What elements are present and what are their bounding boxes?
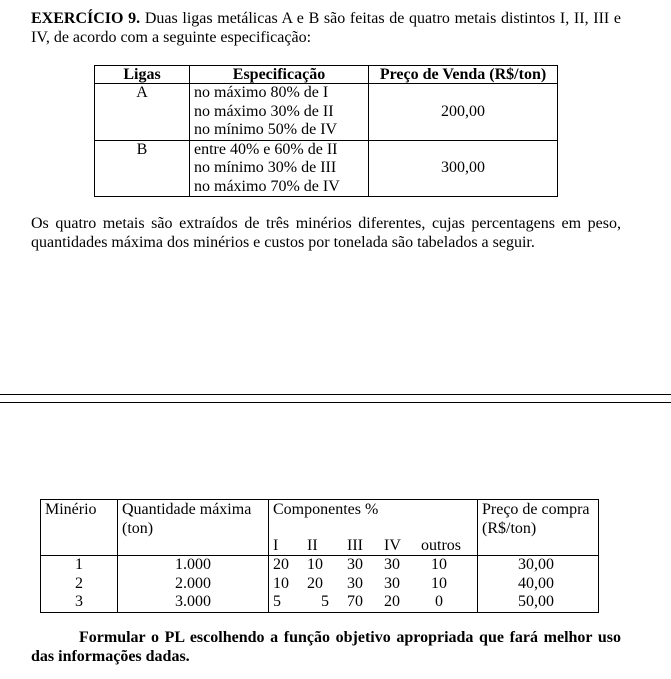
spec-line: entre 40% e 60% de II (194, 140, 338, 158)
component-value: 10 (307, 556, 323, 573)
alloy-price: 200,00 (369, 84, 558, 141)
alloy-name: A (95, 84, 190, 141)
component-value: 10 (431, 556, 447, 573)
exercise-statement (31, 10, 621, 47)
header-preco-l1: Preço de compra (482, 501, 590, 518)
component-value: 30 (384, 574, 400, 592)
exercise-intro: Duas ligas metálicas A e B são feitas de quatro metais distintos I, II, III e IV, de acordo com a seguinte especificação: (31, 10, 621, 46)
component-value: 20 (307, 574, 323, 592)
header-quantidade-l2: (ton) (122, 520, 154, 537)
component-value: 20 (273, 556, 289, 573)
spec-line: no máximo 70% de IV (194, 177, 340, 195)
component-col-ii: II (307, 537, 318, 554)
final-instruction-text: Formular o PL escolhendo a função objetivo apropriada que fará melhor uso das informações dadas. (31, 629, 621, 665)
header-componentes-title: Componentes % (273, 501, 379, 518)
header-minerio-text: Minério (45, 501, 97, 518)
header-quantidade-l1: Quantidade máxima (122, 501, 252, 518)
component-value: 10 (273, 574, 289, 592)
header-preco-compra (478, 500, 599, 556)
ore-components-row (273, 593, 473, 612)
ores-data-row (41, 556, 599, 613)
header-especificacao: Especificação (190, 66, 369, 84)
component-col-outros: outros (421, 537, 461, 554)
spec-line: no mínimo 30% de III (194, 159, 337, 176)
ore-components-row (273, 575, 473, 594)
component-value: 0 (435, 593, 443, 610)
alloy-price: 300,00 (369, 140, 558, 197)
spec-line: no mínimo 50% de IV (194, 121, 338, 138)
ore-quantity: 3.000 (175, 593, 211, 610)
component-value: 5 (273, 593, 281, 610)
ore-price: 30,00 (518, 556, 554, 573)
component-value: 30 (384, 556, 400, 573)
header-minerio (41, 500, 118, 556)
spec-line: no máximo 80% de I (194, 84, 329, 101)
spec-line: no máximo 30% de II (194, 102, 334, 120)
ore-id: 2 (75, 574, 83, 592)
page-divider-top (0, 394, 671, 395)
alloy-row-a (95, 84, 558, 141)
component-col-iii: III (347, 537, 363, 554)
component-value: 30 (347, 574, 363, 592)
alloys-header-row (95, 66, 558, 84)
component-columns (273, 537, 473, 555)
ore-quantities (118, 556, 269, 613)
header-componentes (269, 500, 478, 556)
alloy-name: B (95, 140, 190, 197)
exercise-title: EXERCÍCIO 9. (31, 10, 141, 27)
ore-price: 40,00 (518, 574, 554, 592)
component-value: 30 (347, 556, 363, 573)
ores-paragraph: Os quatro metais são extraídos de três minérios diferentes, cujas percentagens em peso, quantidades máxima dos minérios e custos por tonelada são tabelados a seguir. (31, 215, 621, 251)
header-preco-l2: (R$/ton) (482, 520, 537, 537)
ore-price: 50,00 (518, 593, 554, 610)
ore-prices (478, 556, 599, 613)
ore-ids (41, 556, 118, 613)
component-value: 5 (321, 593, 329, 610)
ore-id: 3 (75, 593, 83, 610)
ores-header-row (41, 500, 599, 556)
component-col-iv: IV (384, 537, 401, 554)
component-col-i: I (273, 537, 279, 554)
alloy-row-b (95, 140, 558, 197)
alloy-spec (190, 84, 369, 141)
page-divider-bottom (0, 402, 671, 403)
component-value: 70 (347, 593, 363, 610)
header-ligas: Ligas (95, 66, 190, 84)
ores-table (40, 499, 599, 613)
ore-quantity: 2.000 (175, 574, 211, 592)
component-value: 20 (384, 593, 400, 610)
alloy-spec (190, 140, 369, 197)
ore-id: 1 (75, 556, 83, 573)
header-preco-venda: Preço de Venda (R$/ton) (369, 66, 558, 84)
header-quantidade (118, 500, 269, 556)
component-value: 10 (431, 574, 447, 592)
alloys-table (94, 65, 558, 197)
ore-components-row (273, 556, 473, 575)
final-instruction (31, 629, 621, 666)
ore-quantity: 1.000 (175, 556, 211, 573)
ore-components (269, 556, 478, 613)
